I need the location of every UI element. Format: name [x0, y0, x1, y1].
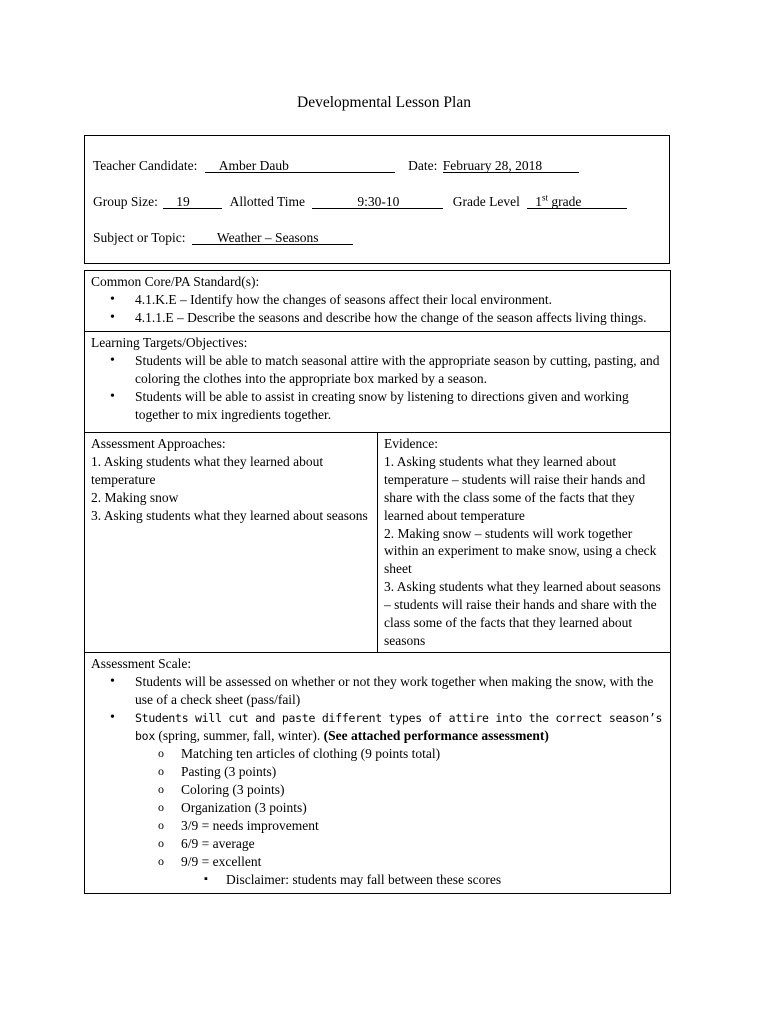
standards-heading: Common Core/PA Standard(s):	[91, 274, 260, 289]
grade-level-label: Grade Level	[452, 194, 520, 209]
date-label: Date:	[408, 158, 438, 173]
assessment-scale-heading: Assessment Scale:	[91, 655, 192, 671]
scale-bullet-attire-text: Students will cut and paste different types of attire into the correct season’s box	[135, 710, 663, 743]
objectives-heading: Learning Targets/Objectives:	[91, 335, 248, 350]
assessment-approaches-heading: Assessment Approaches:	[91, 436, 226, 451]
assessment-evidence-row	[85, 433, 670, 653]
group-size-label: Group Size:	[93, 194, 158, 209]
date-value: February 28, 2018	[443, 158, 579, 173]
allotted-time-label: Allotted Time	[229, 194, 306, 209]
disclaimer-item: ▪ Disclaimer: students may fall between these scores	[226, 871, 664, 889]
assessment-approaches-cell	[85, 433, 378, 652]
scale-bullet-seasons-text: (spring, summer, fall, winter).	[155, 727, 324, 743]
page-title: Developmental Lesson Plan	[297, 94, 471, 111]
criteria-item: o Organization (3 points)	[181, 799, 664, 817]
grade-number: 1	[535, 194, 542, 209]
criteria-item: o 6/9 = average	[181, 835, 664, 853]
header-info-box	[84, 135, 670, 264]
objective-item: • Students will be able to match seasonal attire with the appropriate season by cutting, pasting, and coloring the clothes into the appropriate box marked by a season.	[135, 352, 664, 388]
subject-label: Subject or Topic:	[93, 230, 186, 245]
objectives-list	[91, 352, 664, 424]
assessment-scale-section	[85, 653, 670, 893]
assessment-scale-list	[91, 673, 664, 745]
standard-item: • 4.1.K.E – Identify how the changes of seasons affect their local environment.	[135, 291, 664, 309]
criteria-item: o Matching ten articles of clothing (9 points total)	[181, 745, 664, 763]
criteria-item: o Coloring (3 points)	[181, 781, 664, 799]
criteria-item: o Pasting (3 points)	[181, 763, 664, 781]
scoring-criteria-list	[91, 745, 664, 889]
group-size-value: 19	[163, 194, 222, 209]
approach-item: 2. Making snow	[91, 489, 179, 505]
allotted-time-value: 9:30-10	[312, 194, 443, 209]
group-time-grade-row	[93, 194, 627, 210]
objectives-section	[85, 332, 670, 433]
standard-item: • 4.1.1.E – Describe the seasons and describe how the change of the season affects living things.	[135, 309, 664, 327]
grade-ordinal-suffix: st	[541, 192, 548, 203]
disclaimer-list	[181, 871, 664, 889]
teacher-value: Amber Daub	[205, 158, 395, 173]
teacher-label: Teacher Candidate:	[93, 158, 198, 173]
scale-bullet: • Students will be assessed on whether or not they work together when making the snow, with the use of a check sheet (pass/fail)	[135, 673, 664, 709]
evidence-item: 1. Asking students what they learned about temperature – students will raise their hands and share with the class some of the facts that they learned about temperature	[384, 453, 646, 523]
criteria-item: o 3/9 = needs improvement	[181, 817, 664, 835]
scale-bullet	[135, 709, 664, 745]
lesson-plan-table	[84, 270, 671, 894]
evidence-heading: Evidence:	[384, 436, 438, 451]
subject-row	[93, 230, 353, 246]
objective-item: • Students will be able to assist in creating snow by listening to directions given and working together to mix ingredients together.	[135, 388, 664, 424]
performance-assessment-note: (See attached performance assessment)	[323, 727, 549, 743]
evidence-cell	[378, 433, 670, 652]
teacher-date-row	[93, 158, 579, 174]
standards-section	[85, 271, 670, 332]
criteria-item-label: 9/9 = excellent	[181, 853, 262, 869]
criteria-item	[181, 853, 664, 889]
subject-value: Weather – Seasons	[192, 230, 353, 245]
evidence-item: 3. Asking students what they learned about seasons – students will raise their hands and share with the class some of the facts that they learned about seasons	[384, 579, 661, 648]
grade-level-value	[527, 194, 627, 209]
evidence-item: 2. Making snow – students will work together within an experiment to make snow, using a check sheet	[384, 525, 657, 577]
approach-item: 1. Asking students what they learned about temperature	[91, 453, 324, 487]
grade-word: grade	[548, 194, 582, 209]
approach-item: 3. Asking students what they learned about seasons	[91, 507, 368, 523]
standards-list	[91, 291, 664, 327]
